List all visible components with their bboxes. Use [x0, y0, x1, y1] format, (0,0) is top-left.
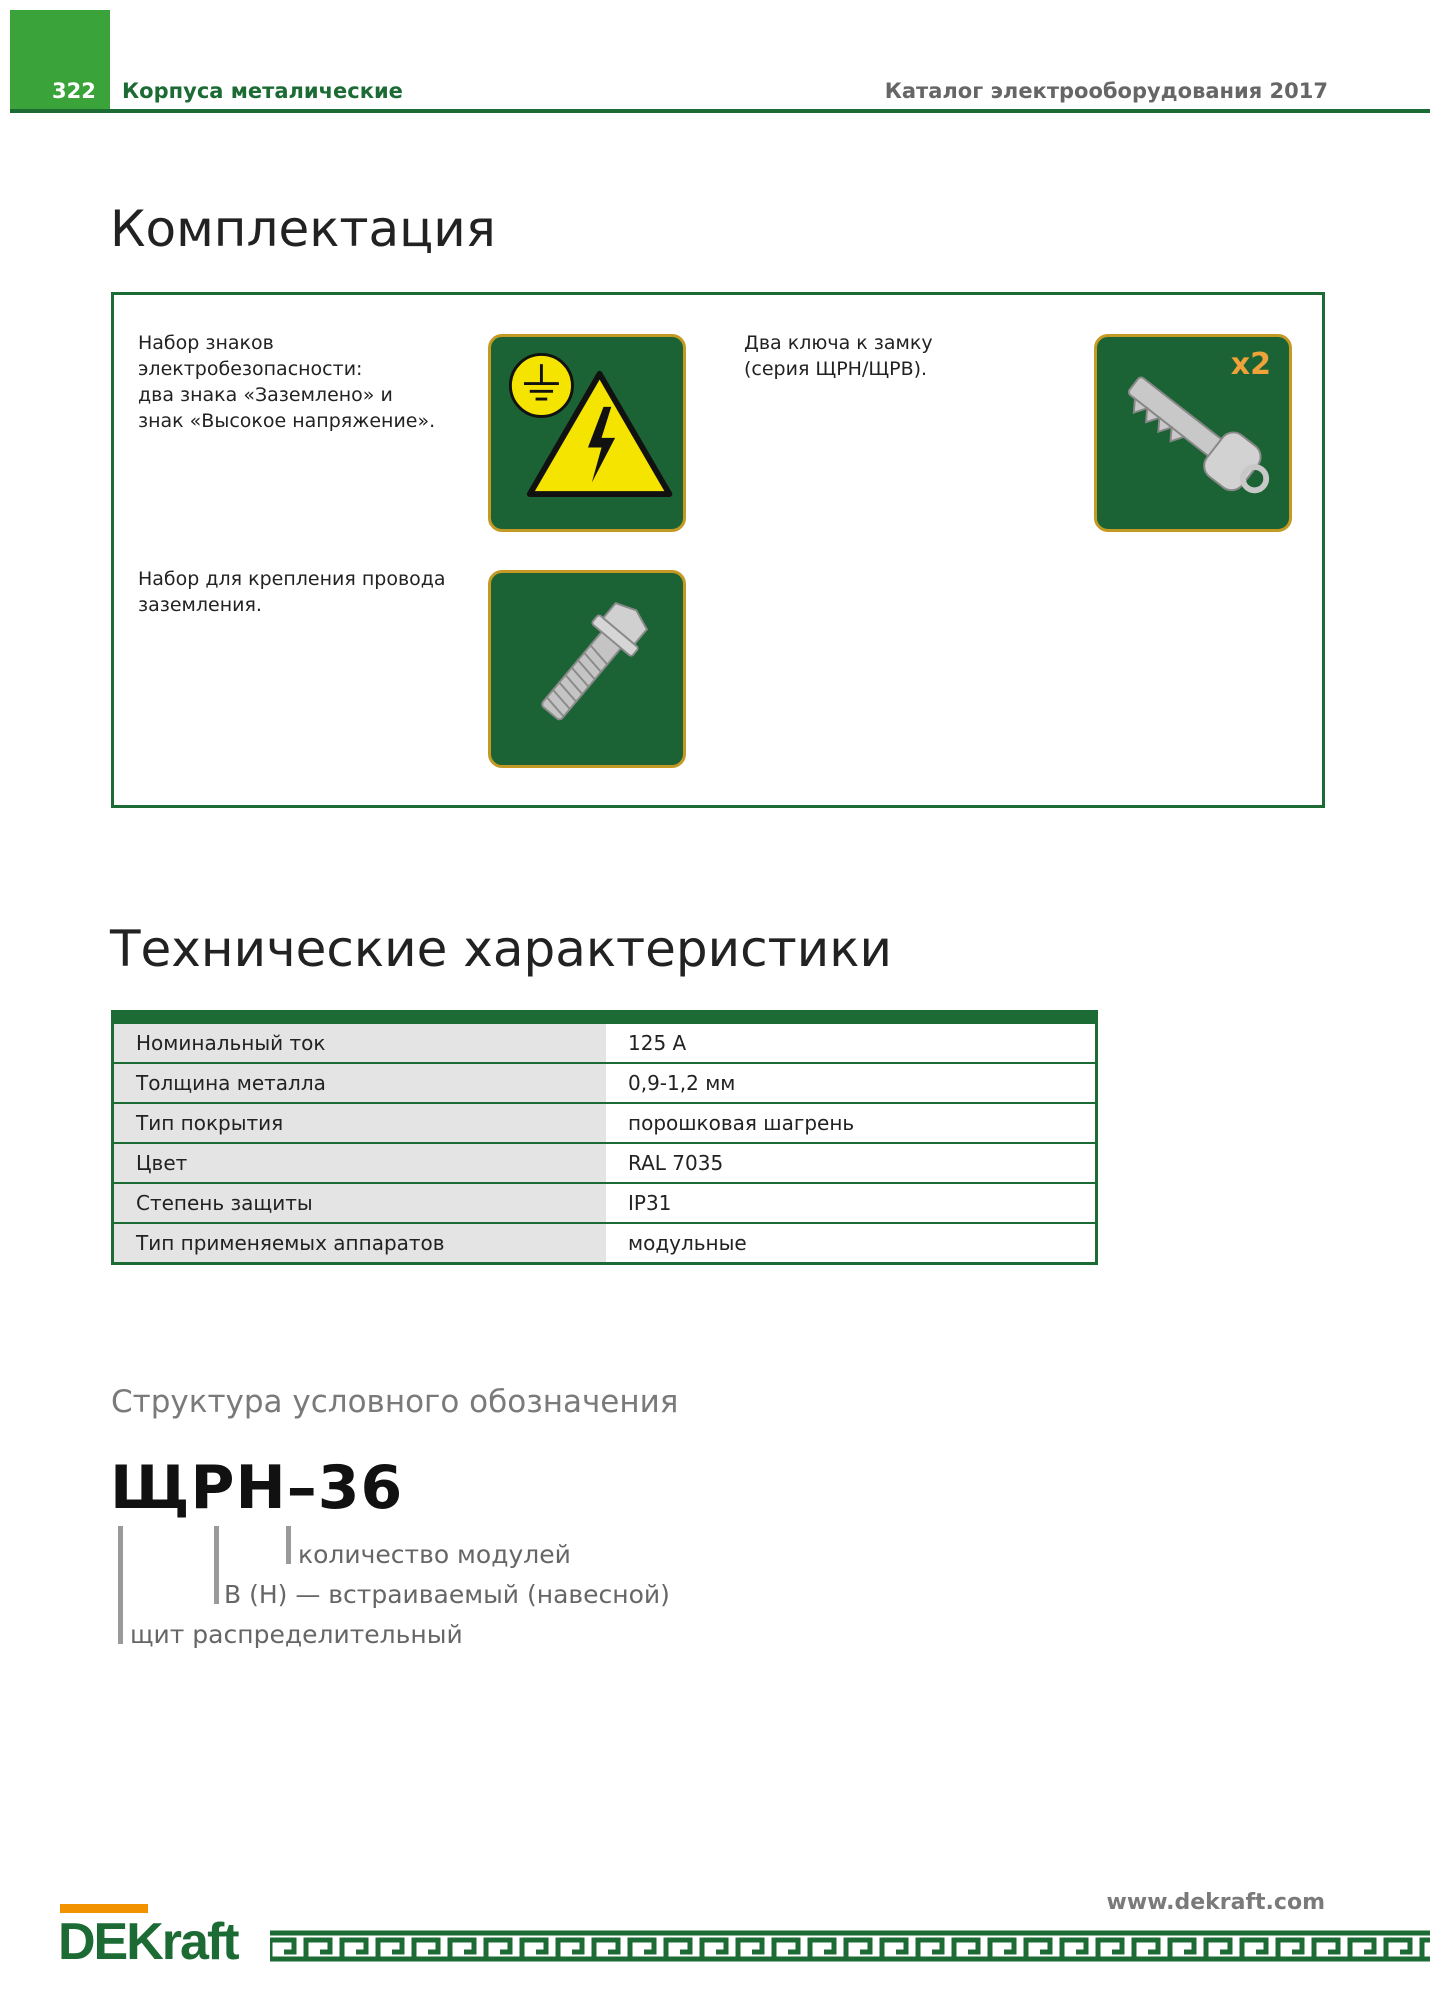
page-number: 322: [52, 79, 96, 103]
table-row: [114, 1182, 1095, 1222]
table-row: [114, 1142, 1095, 1182]
bracket-line: [286, 1526, 291, 1564]
spec-value: 125 А: [628, 1031, 687, 1055]
quantity-badge: x2: [1230, 347, 1271, 382]
table-row: [114, 1024, 1095, 1062]
table-row: [114, 1062, 1095, 1102]
kit-heading: Комплектация: [110, 200, 496, 258]
section-title: Корпуса металические: [122, 79, 403, 103]
kit-item-signs-text: Набор знаков электробезопасности: два знака «Заземлено» и знак «Высокое напряжение».: [138, 332, 436, 432]
specs-table: [111, 1010, 1098, 1265]
designation-part-mounting: В (Н) — встраиваемый (навесной): [224, 1580, 670, 1609]
company-logo: DEKraft: [58, 1913, 238, 1971]
designation-part-modules: количество модулей: [298, 1540, 571, 1569]
spec-label: Тип покрытия: [114, 1104, 606, 1142]
bolt-icon: [488, 570, 686, 768]
kit-item-bolt-text: Набор для крепления провода заземления.: [138, 568, 446, 616]
specs-heading: Технические характеристики: [110, 920, 892, 978]
table-row: [114, 1102, 1095, 1142]
decorative-border: [270, 1930, 1430, 1962]
spec-value: IP31: [628, 1191, 672, 1215]
spec-label: Номинальный ток: [114, 1024, 606, 1062]
kit-item-keys-text: Два ключа к замку (серия ЩРН/ЩРВ).: [744, 332, 933, 380]
designation-part-type: щит распределительный: [130, 1620, 463, 1649]
spec-label: Цвет: [114, 1144, 606, 1182]
safety-signs-icon: [488, 334, 686, 532]
table-row: [114, 1222, 1095, 1262]
spec-label: Тип применяемых аппаратов: [114, 1224, 606, 1262]
spec-value: RAL 7035: [628, 1151, 724, 1175]
key-icon: [1094, 334, 1292, 532]
spec-label: Степень защиты: [114, 1184, 606, 1222]
bracket-line: [214, 1526, 219, 1604]
designation-title: Структура условного обозначения: [111, 1384, 679, 1420]
bracket-line: [118, 1526, 123, 1644]
spec-value: порошковая шагрень: [628, 1111, 855, 1135]
spec-label: Толщина металла: [114, 1064, 606, 1102]
designation-code: ЩРН–36: [110, 1453, 404, 1523]
catalog-title: Каталог электрооборудования 2017: [884, 79, 1328, 103]
header-divider: [10, 109, 1430, 113]
website-link[interactable]: www.dekraft.com: [1106, 1890, 1325, 1915]
spec-value: 0,9-1,2 мм: [628, 1071, 736, 1095]
spec-value: модульные: [628, 1231, 747, 1255]
